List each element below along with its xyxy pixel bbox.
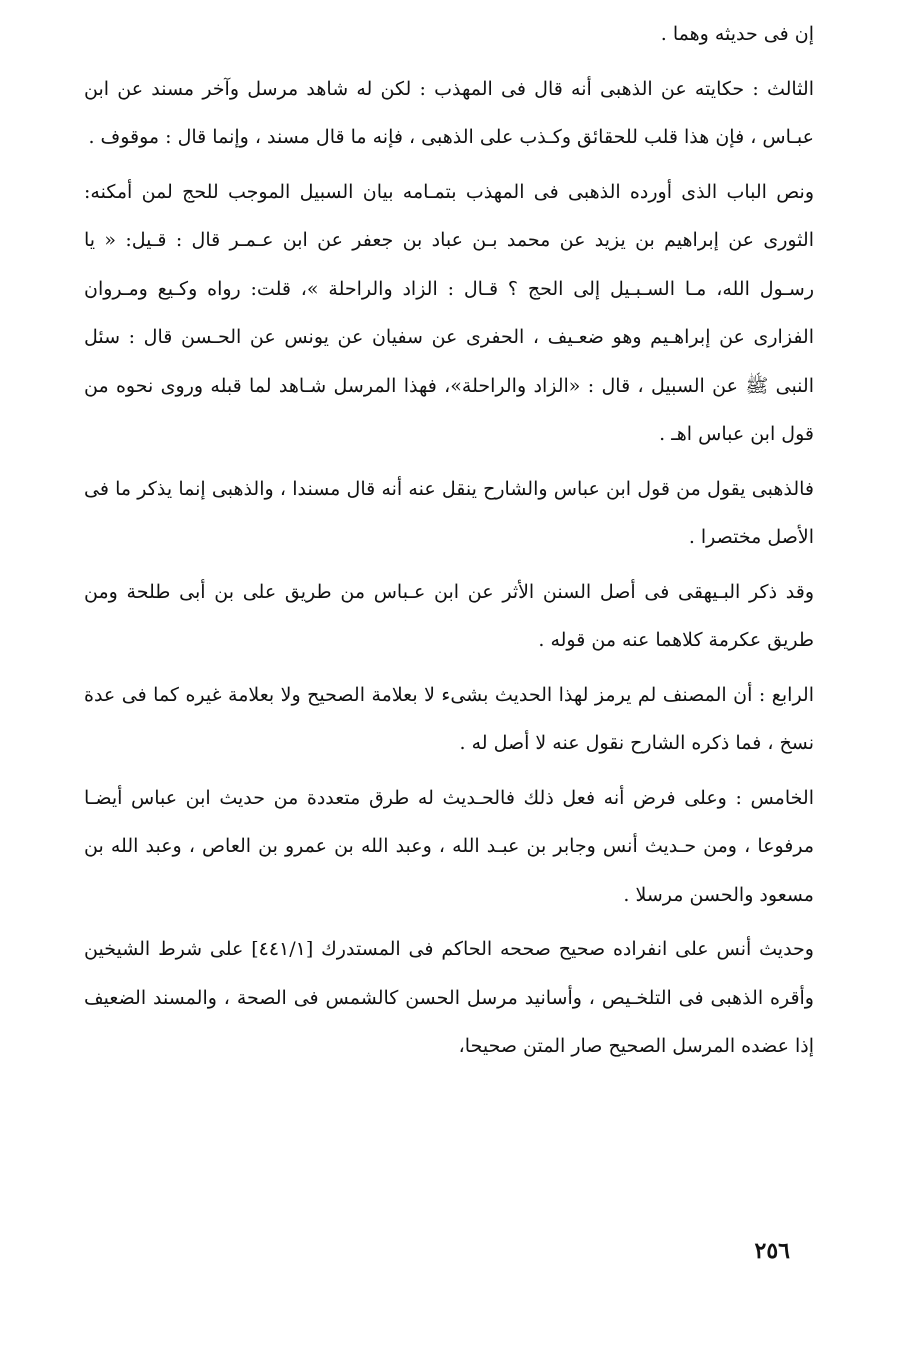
page-number: ٢٥٦ — [754, 1238, 790, 1264]
page-text-body — [84, 10, 814, 1077]
paragraph-2: الثالث : حكايته عن الذهبى أنه قال فى المهذب : لكن له شاهد مرسل وآخر مسند عن ابن عبـاس ، فإن هذا قلب للحقائق وكـذب على الذهبى ، فإنه ما قال مسند ، وإنما قال : موقوف . — [84, 77, 814, 148]
paragraph-1: إن فى حديثه وهما . — [660, 23, 814, 45]
paragraph-6: الرابع : أن المصنف لم يرمز لهذا الحديث بشىء لا بعلامة الصحيح ولا بعلامة غيره كما فى عدة نسخ ، فما ذكره الشارح نقول عنه لا أصل له . — [84, 683, 814, 754]
paragraph-7: الخامس : وعلى فرض أنه فعل ذلك فالحـديث له طرق متعددة من حديث ابن عباس أيضـا مرفوعا ، ومن حـديث أنس وجابر بن عبـد الله ، وعبد الله بن عمرو بن العاص ، وعبد الله بن مسعود والحسن مرسلا . — [84, 786, 814, 906]
paragraph-8: وحديث أنس على انفراده صحيح صححه الحاكم فى المستدرك [٤٤١/١] على شرط الشيخين وأقره الذهبى فى التلخـيص ، وأسانيد مرسل الحسن كالشمس فى الصحة ، والمسند الضعيف إذا عضده المرسل الصحيح صار المتن صحيحا، — [84, 938, 814, 1057]
paragraph-4: فالذهبى يقول من قول ابن عباس والشارح ينقل عنه أنه قال مسندا ، والذهبى إنما يذكر ما فى الأصل مختصرا . — [84, 477, 814, 548]
paragraph-5: وقد ذكر البـيهقى فى أصل السنن الأثر عن ابن عـباس من طريق على بن أبى طلحة ومن طريق عكرمة كلاهما عنه من قوله . — [84, 580, 814, 651]
paragraph-3: ونص الباب الذى أورده الذهبى فى المهذب بتمـامه بيان السبيل الموجب للحج لمن أمكنه: الثورى عن إبراهيم بن يزيد عن محمد بـن عباد بن جعفر عن ابن عـمـر قال : قـيل: « يا رسـول الله، مـا السـبـيل إلى الحج ؟ قـال : الزاد والراحلة »، قلت: رواه وكـيع ومـروان الفزارى عن إبراهـيم وهو ضعـيف ، الحفرى عن سفيان عن يونس عن الحـسن قال : سئل النبى ﷺ عن السبيل ، قال : «الزاد والراحلة»، فهذا المرسل شـاهد لما قبله وروى نحوه من قول ابن عباس اهـ . — [84, 180, 814, 445]
